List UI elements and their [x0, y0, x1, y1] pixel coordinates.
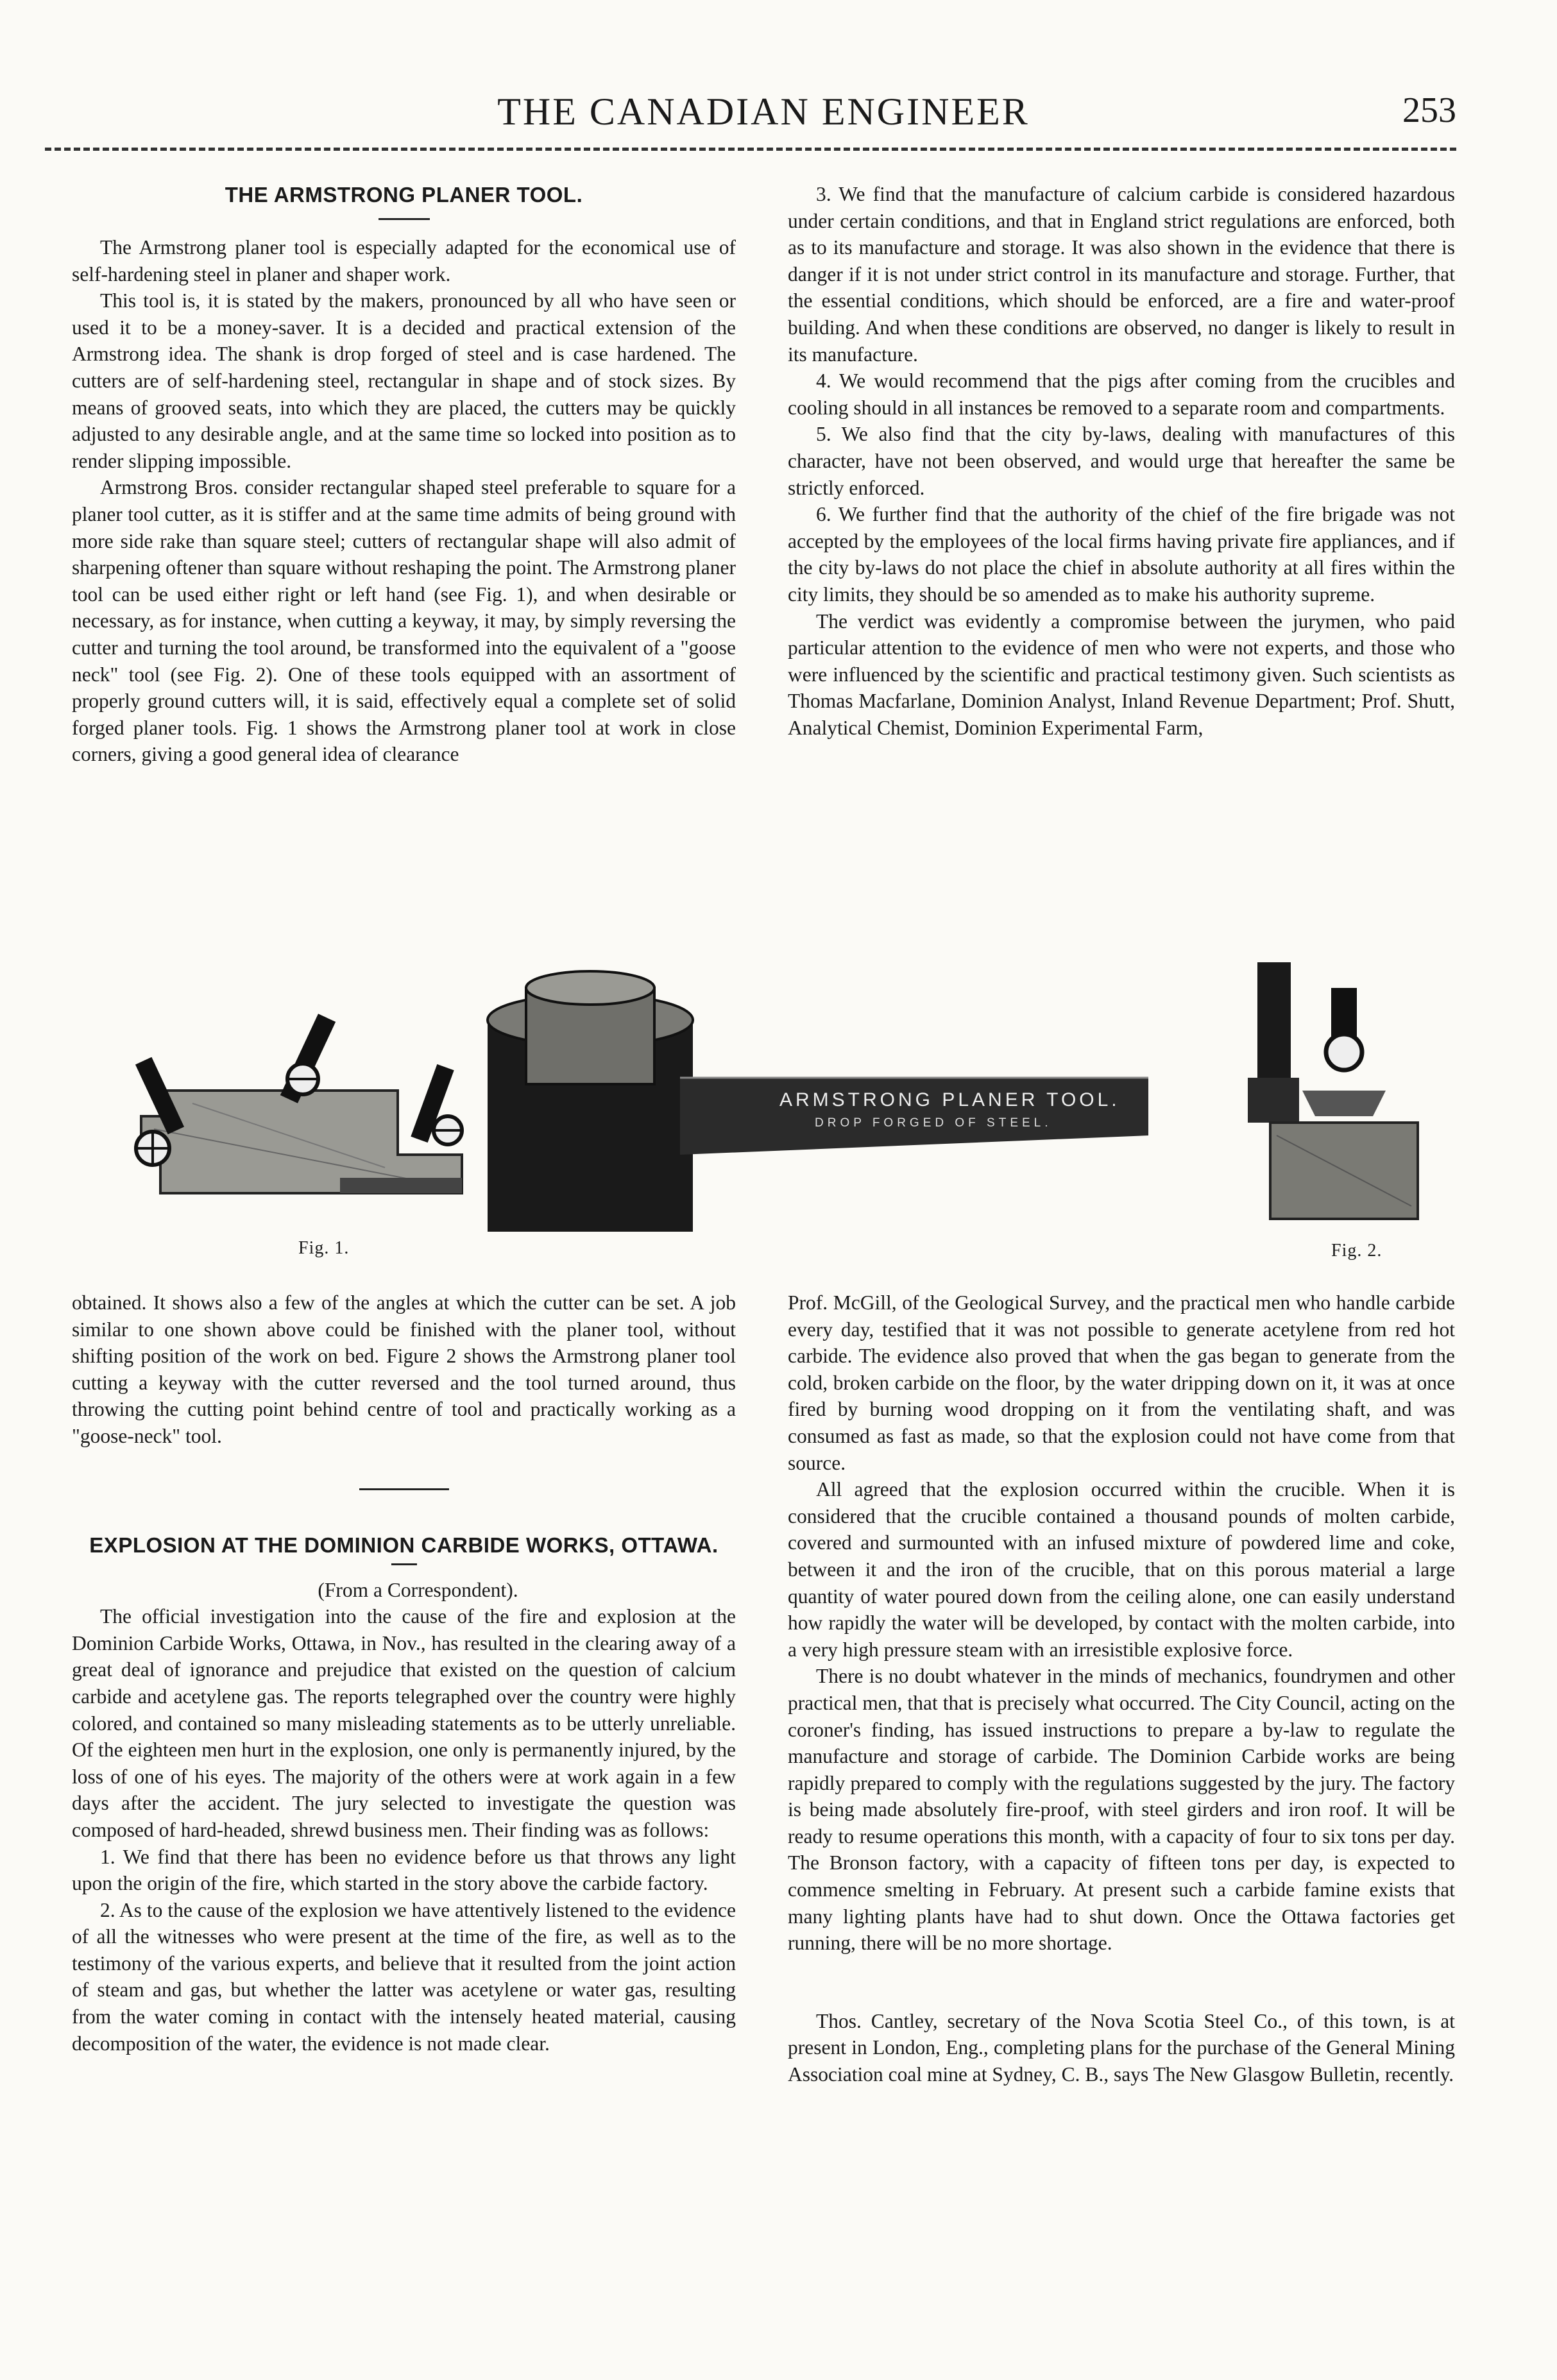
tool-engraved-sublabel: DROP FORGED OF STEEL.	[815, 1116, 1052, 1130]
article-paragraph: Armstrong Bros. consider rectangular shaped steel preferable to square for a planer tool cutter, as it is stiffer and at the same time admits of being ground with more side rake than square steel; cutters of rectangular shape will also admit of sharpening oftener than square without reshaping the point. The Armstrong planer tool can be used either right or left hand (see Fig. 1), and when desirable or necessary, as for instance, when cutting a keyway, it may, by simply reversing the cutter and turning the tool around, be transformed into the equivalent of a "goose neck" tool (see Fig. 2). One of these tools equipped with an assortment of properly ground cutters will, it is said, effectively equal a complete set of solid forged planer tools. Fig. 1 shows the Armstrong planer tool at work in close corners, giving a good general idea of clearance	[72, 476, 736, 766]
article-separator	[359, 1488, 449, 1490]
fig2-keyway	[1248, 962, 1418, 1219]
article-paragraph: The verdict was evidently a compromise between the jurymen, who paid particular attention to the evidence of men who were not experts, and those who were influenced by the scientific and practical testimony given. Such scientists as Thomas Macfarlane, Dominion Analyst, Inland Revenue Department; Prof. Shutt, Analytical Chemist, Dominion Experimental Farm,	[788, 609, 1455, 739]
fig1-workpiece	[141, 1091, 462, 1193]
news-note-text: Thos. Cantley, secretary of the Nova Scotia Steel Co., of this town, is at present in London, Eng., completing plans for the purchase of the General Mining Association coal mine at Sydney, C. B., says The New Glasgow Bulletin, recently.	[788, 2009, 1455, 2086]
headline-rule	[379, 218, 430, 220]
article-paragraph: 4. We would recommend that the pigs after coming from the crucibles and cooling should in all instances be removed to a separate room and compartments.	[788, 370, 1455, 419]
header-rule	[45, 148, 1456, 151]
planer-tool-illustration	[64, 962, 1463, 1270]
column-top-left	[72, 181, 736, 768]
article-paragraph-continued: Prof. McGill, of the Geological Survey, and the practical men who handle carbide every day, testified that it was not possible to generate acetylene from red hot carbide. The evidence also proved that when the gas began to generate from the cold, broken carbide on the floor, by the water dripping down on it, it was at once fired by burning wood dropping on it from the ventilating shaft, and was consumed as fast as made, so that the explosion could not have come from that source.	[788, 1291, 1455, 1474]
article-paragraph-continued: obtained. It shows also a few of the angles at which the cutter can be set. A job similar to one shown above could be finished with the planer tool, without shifting position of the work on bed. Figure 2 shows the Armstrong planer tool cutting a keyway with the cutter reversed and the tool turned around, thus throwing the cutting point behind centre of tool and practically working as a "goose-neck" tool.	[72, 1291, 736, 1447]
article-paragraph: The Armstrong planer tool is especially adapted for the economical use of self-hardening steel in planer and shaper work.	[72, 236, 736, 285]
article-paragraph: The official investigation into the cause of the fire and explosion at the Dominion Carbide Works, Ottawa, in Nov., has resulted in the clearing away of a great deal of ignorance and prejudice that existed on the question of calcium carbide and acetylene gas. The reports telegraphed over the country were highly colored, and contained so many misleading statements as to be utterly unreliable. Of the eighteen men hurt in the explosion, one only is permanently injured, by the loss of one of his eyes. The majority of the others were at work again in a few days after the accident. The jury selected to investigate the question was composed of hard-headed, shrewd business men. Their finding was as follows:	[72, 1605, 736, 1841]
article-paragraph: 2. As to the cause of the explosion we have attentively listened to the evidence of all the witnesses who were present at the time of the fire, as well as to the testimony of the various experts, and believe that it resulted from the joint action of steam and gas, but whether the latter was acetylene or water gas, resulting from the water coming in contact with the intensely heated material, causing decomposition of the water, the evidence is not made clear.	[72, 1898, 736, 2055]
figure-2-caption: Fig. 2.	[1331, 1241, 1383, 1261]
article-paragraph: 3. We find that the manufacture of calcium carbide is considered hazardous under certain conditions, and that in England strict regulations are enforced, both as to its manufacture and storage. It was also shown in the evidence that there is danger if it is not under strict control in its manufacture and storage. Further, that the essential conditions, which should be enforced, are a fire and water-proof building. And when these conditions are observed, no danger is likely to result in its manufacture.	[788, 183, 1455, 366]
article-paragraph: 6. We further find that the authority of the chief of the fire brigade was not accepted by the employees of the local firms having private fire appliances, and if the city by-laws do not place the chief in absolute authority at all fires within the city limits, they should be so amended as to make his authority supreme.	[788, 503, 1455, 606]
article-paragraph: 5. We also find that the city by-laws, dealing with manufactures of this character, have not been observed, and would urge that hereafter the same be strictly enforced.	[788, 423, 1455, 499]
article-paragraph: This tool is, it is stated by the makers, pronounced by all who have seen or used it to be a money-saver. It is a decided and practical extension of the Armstrong idea. The shank is drop forged of steel and is case hardened. The cutters are of self-hardening steel, rectangular in shape and of stock sizes. By means of grooved seats, into which they are placed, the cutters may be quickly adjusted to any desirable angle, and at the same time so locked into position as to render slipping impossible.	[72, 289, 736, 472]
article-paragraph: There is no doubt whatever in the minds of mechanics, foundrymen and other practical men, that that is precisely what occurred. The City Council, acting on the coroner's finding, has issued instructions to prepare a by-law to regulate the manufacture and storage of carbide. The Dominion Carbide works are being rapidly prepared to comply with the regulations suggested by the jury. The factory is being made absolutely fire-proof, with steel girders and iron roof. It will be ready to resume operations this month, with a capacity of four to six tons per day. The Bronson factory, with a capacity of fifteen tons per day, is expected to commence smelting in February. At present such a carbide famine exists that many lighting plants have had to shut down. Once the Ottawa factories get running, there will be no more shortage.	[788, 1665, 1455, 1955]
article-paragraph: All agreed that the explosion occurred within the crucible. When it is considered that the crucible contained a thousand pounds of molten carbide, covered and surmounted with an infused mixture of powdered lime and coke, between it and the iron of the crucible, that on this porous material a large quantity of water poured down from the ceiling alone, one can easily understand how rapidly the water will be developed, by contact with the molten carbide, into a very high pressure steam with an irresistible explosive force.	[788, 1478, 1455, 1661]
article-byline: (From a Correspondent).	[318, 1578, 518, 1601]
figure-1-caption: Fig. 1.	[298, 1238, 350, 1258]
journal-title: THE CANADIAN ENGINEER	[497, 90, 1030, 133]
planer-tool-figure	[64, 962, 1463, 1270]
article-paragraph: 1. We find that there has been no evidence before us that throws any light upon the origin of the fire, which started in the story above the carbide factory.	[72, 1845, 736, 1895]
column-bottom-left	[72, 1289, 736, 2057]
tool-engraved-label: ARMSTRONG PLANER TOOL.	[779, 1089, 1120, 1110]
headline-rule	[391, 1563, 417, 1565]
page-number: 253	[1402, 90, 1456, 130]
running-header	[71, 90, 1456, 141]
news-note	[788, 2008, 1455, 2088]
column-bottom-right	[788, 1289, 1455, 2088]
column-top-right	[788, 181, 1455, 741]
article-headline-planer-tool: THE ARMSTRONG PLANER TOOL.	[225, 183, 583, 207]
article-headline-carbide-explosion: EXPLOSION AT THE DOMINION CARBIDE WORKS, OTTAWA.	[89, 1533, 719, 1557]
